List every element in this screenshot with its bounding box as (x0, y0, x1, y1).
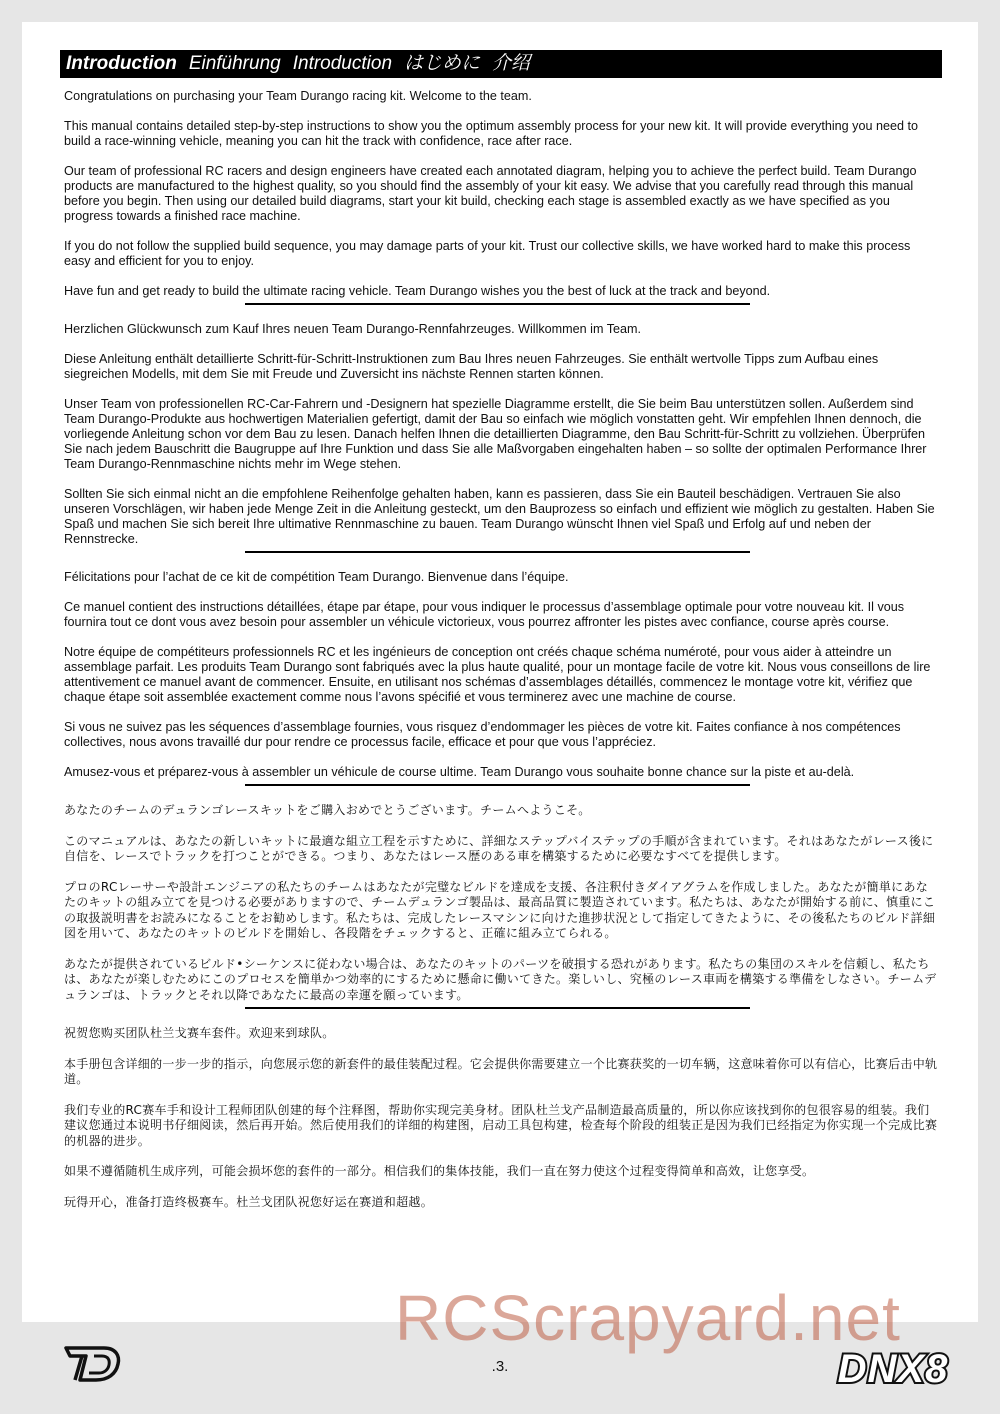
title-english: Introduction (66, 53, 177, 74)
paragraph: Have fun and get ready to build the ultimate racing vehicle. Team Durango wishes you the best of luck at the track and beyond. (64, 284, 771, 298)
german-section (64, 322, 940, 547)
paragraph: Our team of professional RC racers and design engineers have created each annotated diagram, helping you to achieve the perfect build. Team Durango products are manufactured to the highest quality, so you should find the assembly of your kit easy. We advise that you carefully read through this manual before you begin. Then using our detailed build diagrams, start your kit build, checking each stage is assembled exactly as we have specified as you progress towards a finished race machine. (64, 164, 917, 223)
french-section (64, 570, 940, 780)
dnx8-logo-icon (808, 1343, 978, 1391)
english-section (64, 89, 940, 299)
svg-text:DNX8: DNX8 (837, 1347, 949, 1391)
chinese-section (64, 1026, 940, 1210)
paragraph: This manual contains detailed step-by-step instructions to show you the optimum assembly process for your new kit. It will provide everything you need to build a race-winning vehicle, meaning you can hit the track with confidence, race after race. (64, 119, 918, 148)
section-divider (245, 1007, 750, 1009)
paragraph: Herzlichen Glückwunsch zum Kauf Ihres neuen Team Durango-Rennfahrzeuges. Willkommen im Team. (64, 322, 642, 336)
section-divider (245, 784, 750, 786)
paragraph: Amusez-vous et préparez-vous à assembler un véhicule de course ultime. Team Durango vous souhaite bonne chance sur la piste et au-delà. (64, 765, 855, 779)
td-logo-icon (58, 1340, 124, 1384)
section-divider (245, 303, 750, 305)
paragraph: Unser Team von professionellen RC-Car-Fahrern und -Designern hat spezielle Diagramme erstellt, die Sie beim Bau unterstützen sollen. Außerdem sind Team Durango-Produkte aus hochwertigen Materialien gefertigt, damit der Bau so einfach wie möglich vonstatten geht. Wir empfehlen Ihnen dennoch, die vorliegende Anleitung schon vor dem Bau zu lesen. Danach helfen Ihnen die detaillierten Diagramme, den Bau Schritt-für-Schritt zu vollziehen. Überprüfen Sie nach jedem Bauschritt die Baugruppe auf Ihre Funktion und dass Sie alle Maßvorgaben eingehalten haben – so sollte der optimalen Performance Ihrer Team Durango-Rennmaschine nichts mehr im Wege stehen. (64, 397, 927, 471)
page-number: .3. (491, 1358, 509, 1375)
intro-content (64, 89, 940, 1225)
section-divider (245, 551, 750, 553)
paragraph: このマニュアルは、あなたの新しいキットに最適な組立工程を示すために、詳細なステップバイステップの手順が含まれています。それはあなたがレース後に自信を、レースでトラックを打つことができる。つまり、あなたはレース歴のある車を構築するために必要なすべてを提供します。 (64, 833, 934, 863)
japanese-section (64, 803, 940, 1003)
paragraph: 玩得开心，准备打造终极赛车。杜兰戈团队祝您好运在赛道和超越。 (64, 1194, 434, 1209)
section-title-bar (60, 50, 942, 78)
paragraph: Si vous ne suivez pas les séquences d’assemblage fournies, vous risquez d’endommager les pièces de votre kit. Faites confiance à nos compétences collectives, nous avons travaillé dur pour rendre ce processus facile, efficace et pour que vous l’appréciez. (64, 720, 901, 749)
paragraph: Congratulations on purchasing your Team Durango racing kit. Welcome to the team. (64, 89, 532, 103)
title-japanese: はじめに (404, 53, 481, 74)
paragraph: Ce manuel contient des instructions détaillées, étape par étape, pour vous indiquer le processus d’assemblage optimale pour votre nouveau kit. Il vous fournira tout ce dont vous avez besoin pour assembler un véhicule victorieux, vous pourrez affronter les pistes avec confiance, course après course. (64, 600, 905, 629)
paragraph: Félicitations pour l’achat de ce kit de compétition Team Durango. Bienvenue dans l’équipe. (64, 570, 569, 584)
paragraph: 我们专业的RC赛车手和设计工程师团队创建的每个注释图，帮助你实现完美身材。团队杜兰戈产品制造最高质量的，所以你应该找到你的包很容易的组装。我们建议您通过本说明书仔细阅读，然后再开始。然后使用我们的详细的构建图，启动工具包构建，检查每个阶段的组装正是因为我们已经指定为你实现一个完成比赛的机器的进步。 (64, 1102, 938, 1148)
paragraph: Notre équipe de compétiteurs professionnels RC et les ingénieurs de conception ont créés chaque schéma numéroté, pour vous aider à atteindre un assemblage parfait. Les produits Team Durango sont fabriqués avec la plus haute qualité, pour un montage facile de votre kit. Nous vous conseillons de lire attentivement ce manuel avant de commencer. Ensuite, en utilisant nos schémas d’assemblages détaillés, commencez le montage votre kit, vérifiez que chaque étape soit assemblée exactement comme nous l’avons spécifié et vous terminerez avec une machine de course. (64, 645, 931, 704)
title-french: Introduction (292, 53, 393, 74)
paragraph: If you do not follow the supplied build sequence, you may damage parts of your kit. Trust our collective skills, we have worked hard to make this process easy and efficient for you to enjoy. (64, 239, 911, 268)
paragraph: 祝贺您购买团队杜兰戈赛车套件。欢迎来到球队。 (64, 1026, 335, 1040)
title-german: Einführung (188, 53, 281, 74)
paragraph: Sollten Sie sich einmal nicht an die empfohlene Reihenfolge gehalten haben, kann es passieren, dass Sie ein Bauteil beschädigen. Vertrauen Sie also unseren Vorschlägen, wir haben jede Menge Zeit in die Anleitung gesteckt, um den Bauprozess so einfach und effizient wie möglich zu gestalten. Haben Sie Spaß und machen Sie sich bereit Ihre ultimative Rennmaschine zu bauen. Team Durango wünscht Ihnen viel Spaß und Erfolg auf und neben der Rennstrecke. (64, 487, 935, 546)
paragraph: プロのRCレーサーや設計エンジニアの私たちのチームはあなたが完璧なビルドを達成を支援、各注釈付きダイアグラムを作成しました。あなたが簡単にあなたのキットの組み立てを見つける必要がありますので、チームデュランゴ製品は、最高品質に製造されています。私たちは、あなたが開始する前に、慎重にこの取扱説明書をお読みになることをお勧めします。私たちは、完成したレースマシンに向けた進捗状況として指定してきたように、その後私たちのビルド詳細図を用いて、あなたのキットのビルドを開始し、各段階をチェックすると、正確に組み立てられる。 (64, 879, 936, 940)
title-chinese: 介绍 (492, 53, 531, 74)
paragraph: 如果不遵循随机生成序列，可能会损坏您的套件的一部分。相信我们的集体技能，我们一直在努力使这个过程变得简单和高效，让您享受。 (64, 1164, 815, 1178)
paragraph: Diese Anleitung enthält detaillierte Schritt-für-Schritt-Instruktionen zum Bau Ihres neuen Fahrzeuges. Sie enthält wertvolle Tipps zum Aufbau eines siegreichen Modells, mit dem Sie mit Freude und Zuversicht ins nächste Rennen starten können. (64, 352, 879, 381)
paragraph: あなたのチームのデュランゴレースキットをご購入おめでとうございます。チームへようこそ。 (64, 803, 591, 817)
paragraph: あなたが提供されているビルド•シーケンスに従わない場合は、あなたのキットのパーツを破損する恐れがあります。私たちの集団のスキルを信頼し、私たちは、あなたが楽しむためにこのプロセスを簡単かつ効率的にするために懸命に働いてきた。楽しいし、究極のレース車両を構築する準備をしなさい。チームデュランゴは、トラックとそれ以降であなたに最高の幸運を願っています。 (64, 956, 937, 1002)
watermark: RCScrapyard.net (395, 1282, 901, 1354)
paragraph: 本手册包含详细的一步一步的指示，向您展示您的新套件的最佳装配过程。它会提供你需要建立一个比赛获奖的一切车辆，这意味着你可以有信心，比赛后击中轨道。 (64, 1056, 938, 1086)
